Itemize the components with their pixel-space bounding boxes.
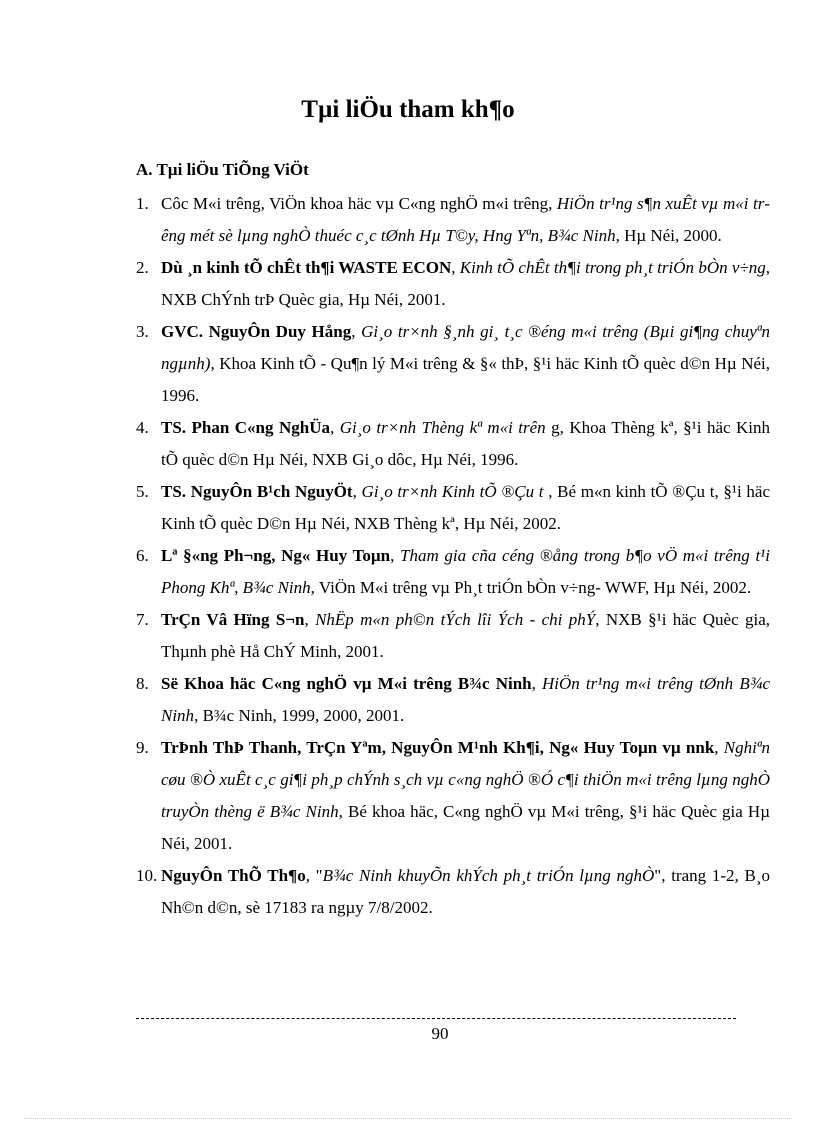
reference-publication: , NXB ChÝnh trÞ Quèc gia, Hµ Néi, 2001. xyxy=(161,258,771,309)
reference-separator: , xyxy=(304,610,316,629)
reference-number: 5. xyxy=(136,482,149,501)
reference-number: 7. xyxy=(136,610,149,629)
reference-number: 3. xyxy=(136,322,149,341)
reference-author: Dù ¸n kinh tÕ chÊt th¶i WASTE ECON xyxy=(161,258,452,277)
reference-title: Gi¸o tr×nh §¸nh gi¸ t¸c ®éng m«i trêng (Bµi gi¶ng chuyªn ngµnh) xyxy=(161,322,770,373)
reference-separator: , xyxy=(531,674,543,693)
reference-title: Kinh tÕ chÊt th¶i trong ph¸t triÓn bÒn v÷ng xyxy=(459,258,766,277)
footer-divider xyxy=(136,1018,736,1019)
reference-separator: , " xyxy=(305,866,323,885)
reference-title: NhËp m«n ph©n tÝch lîi Ých - chi phÝ xyxy=(315,610,596,629)
reference-author: TrÞnh ThÞ Thanh, TrÇn Yªm, NguyÔn M¹nh Kh¶i, Ng« Huy Toµn vµ nnk xyxy=(161,738,715,757)
reference-number: 9. xyxy=(136,738,149,757)
reference-publication: , Bé m«n kinh tÕ ®Çu t, §¹i häc Kinh tÕ quèc D©n Hµ Néi, NXB Thèng kª, Hµ Néi, 2002. xyxy=(161,482,770,533)
reference-prefix: Côc M«i trêng, ViÖn khoa häc vµ C«ng nghÖ m«i trêng, xyxy=(161,194,557,213)
reference-author: NguyÔn ThÕ Th¶o xyxy=(161,866,306,885)
reference-author: TrÇn Vâ Hïng S¬n xyxy=(161,610,305,629)
reference-separator: , xyxy=(330,418,340,437)
reference-publication: g, Khoa Thèng kª, §¹i häc Kinh tÕ quèc d©n Hµ Néi, NXB Gi¸o dôc, Hµ Néi, 1996. xyxy=(161,418,771,469)
reference-author: TS. NguyÔn B¹ch NguyÖt xyxy=(161,482,353,501)
reference-title: HiÖn tr¹ng m«i trêng tØnh B¾c Ninh xyxy=(161,674,770,725)
reference-author: TS. Phan C«ng NghÜa xyxy=(161,418,330,437)
reference-item xyxy=(136,732,770,860)
reference-title: Nghiªn cøu ®Ò xuÊt c¸c gi¶i ph¸p chÝnh s¸ch vµ c«ng nghÖ ®Ó c¶i thiÖn m«i trêng lµng nghÒ truyÒn thèng ë B¾c Ninh xyxy=(161,738,771,821)
reference-title: HiÖn tr¹ng s¶n xuÊt vµ m«i trêng mét sè lµng nghÒ thuéc c¸c tØnh Hµ T©y, Hng Yªn, B¾c Ninh xyxy=(161,194,770,245)
reference-item xyxy=(136,252,770,316)
reference-publication: , NXB §¹i häc Quèc gia, Thµnh phè Hå ChÝ Minh, 2001. xyxy=(161,610,771,661)
reference-separator: , xyxy=(451,258,460,277)
reference-separator: , xyxy=(351,322,362,341)
reference-item xyxy=(136,540,770,604)
reference-publication: , Bé khoa häc, C«ng nghÖ vµ M«i trêng, §¹i häc Quèc gia Hµ Néi, 2001. xyxy=(161,802,770,853)
reference-publication: , B¾c Ninh, 1999, 2000, 2001. xyxy=(194,706,405,725)
reference-separator: , xyxy=(352,482,362,501)
reference-author: Lª §«ng Ph¬ng, Ng« Huy Toµn xyxy=(161,546,391,565)
page-number: 90 xyxy=(431,1024,449,1043)
reference-number: 10. xyxy=(136,866,158,885)
reference-title: Gi¸o tr×nh Thèng kª m«i trên xyxy=(339,418,546,437)
reference-item xyxy=(136,316,770,412)
reference-item xyxy=(136,668,770,732)
reference-number: 8. xyxy=(136,674,149,693)
reference-publication: , ViÖn M«i trêng vµ Ph¸t triÓn bÒn v÷ng- WWF, Hµ Néi, 2002. xyxy=(310,578,752,597)
reference-item xyxy=(136,860,770,924)
reference-title: B¾c Ninh khuyÕn khÝch ph¸t triÓn lµng nghÒ xyxy=(322,866,655,885)
reference-list xyxy=(136,188,770,924)
reference-author: GVC. NguyÔn Duy Hång xyxy=(161,322,352,341)
reference-number: 6. xyxy=(136,546,149,565)
reference-item xyxy=(136,476,770,540)
reference-item xyxy=(136,604,770,668)
reference-publication: , Hµ Néi, 2000. xyxy=(615,226,722,245)
page-title: Tµi liÖu tham kh¶o xyxy=(301,96,515,123)
reference-publication: ", trang 1-2, B¸o Nh©n d©n, sè 17183 ra ngµy 7/8/2002. xyxy=(161,866,770,917)
reference-number: 1. xyxy=(136,194,149,213)
reference-separator: , xyxy=(714,738,724,757)
section-heading: A. Tµi liÖu TiÕng ViÖt xyxy=(136,160,309,179)
reference-title: Tham gia cña céng ®ång trong b¶o vÖ m«i trêng t¹i Phong Khª, B¾c Ninh xyxy=(161,546,771,597)
reference-item xyxy=(136,188,770,252)
reference-item xyxy=(136,412,770,476)
reference-title: Gi¸o tr×nh Kinh tÕ ®Çu t xyxy=(361,482,544,501)
reference-author: Së Khoa häc C«ng nghÖ vµ M«i trêng B¾c Ninh xyxy=(161,674,532,693)
reference-publication: , Khoa Kinh tÕ - Qu¶n lý M«i trêng & §« thÞ, §¹i häc Kinh tÕ quèc d©n Hµ Néi, 1996. xyxy=(161,354,770,405)
page-edge-divider xyxy=(24,1118,792,1119)
reference-number: 4. xyxy=(136,418,149,437)
reference-separator: , xyxy=(390,546,401,565)
reference-number: 2. xyxy=(136,258,149,277)
